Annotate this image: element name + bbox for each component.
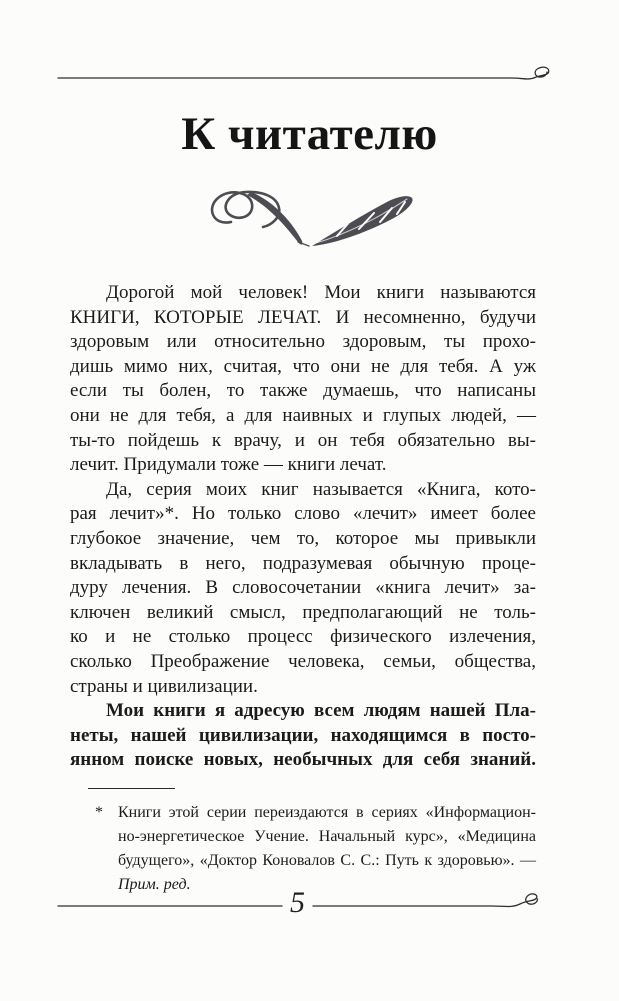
text-line: Да, серия моих книг называется «Книга, кото- [106, 478, 536, 500]
text-line: лечит. Придумали тоже — книги лечат. [70, 454, 387, 476]
text-line: страны и цивилизации. [70, 675, 258, 697]
text-line: рая лечит»*. Но только слово «лечит» имеет более [70, 503, 536, 525]
paragraph [70, 699, 536, 773]
top-flourish-rule-icon [0, 65, 619, 87]
text-line: дишь мимо них, считая, что они не для тебя. А уж [70, 355, 536, 377]
paragraph [70, 478, 536, 699]
footnote [70, 801, 536, 897]
text-line: сколько Преображение человека, семьи, общества, [70, 650, 536, 672]
quill-pen-flourish-icon [201, 183, 415, 253]
text-line: ключен великий смысл, предполагающий не толь- [70, 601, 536, 623]
text-line: они не для тебя, а для наивных и глупых людей, — [70, 404, 536, 426]
body-text [70, 281, 536, 773]
footnote-line: но-энергетическое Учение. Начальный курс», «Медицина [118, 828, 536, 845]
text-line: здоровым или относительно здоровым, ты прохо- [70, 331, 536, 353]
footnote-text [70, 801, 536, 897]
paragraph [70, 281, 536, 478]
text-line: ты-то пойдешь к врачу, и он тебя обязательно вы- [70, 429, 536, 451]
text-line: вкладывать в него, подразумевая обычную проце- [70, 552, 536, 574]
page-number: 5 [290, 886, 305, 919]
text-line: неты, нашей цивилизации, находящимся в посто- [70, 724, 536, 746]
footnote-separator [88, 788, 175, 789]
text-line: Мои книги я адресую всем людям нашей Пла- [106, 700, 536, 722]
text-line: КНИГИ, КОТОРЫЕ ЛЕЧАТ. И несомненно, будучи [70, 306, 536, 328]
text-line: дуру лечения. В словосочетании «книга лечит» за- [70, 577, 536, 599]
text-line: янном поиске новых, необычных для себя знаний. [70, 749, 536, 771]
footnote-marker: * [95, 804, 103, 821]
text-line: если ты болен, то также думаешь, что написаны [70, 380, 536, 402]
footnote-line: Книги этой серии переиздаются в сериях «Информацион- [118, 804, 536, 821]
text-line: глубокое значение, чем то, которое мы привыкли [70, 527, 536, 549]
footnote-line: будущего», «Доктор Коновалов С. С.: Путь к здоровью». — [118, 852, 536, 869]
text-line: Дорогой мой человек! Мои книги называются [106, 282, 536, 303]
text-line: ко и не столько процесс физического излечения, [70, 626, 536, 648]
page-title: К читателю [181, 108, 438, 160]
footnote-line: Прим. ред. [118, 876, 191, 893]
